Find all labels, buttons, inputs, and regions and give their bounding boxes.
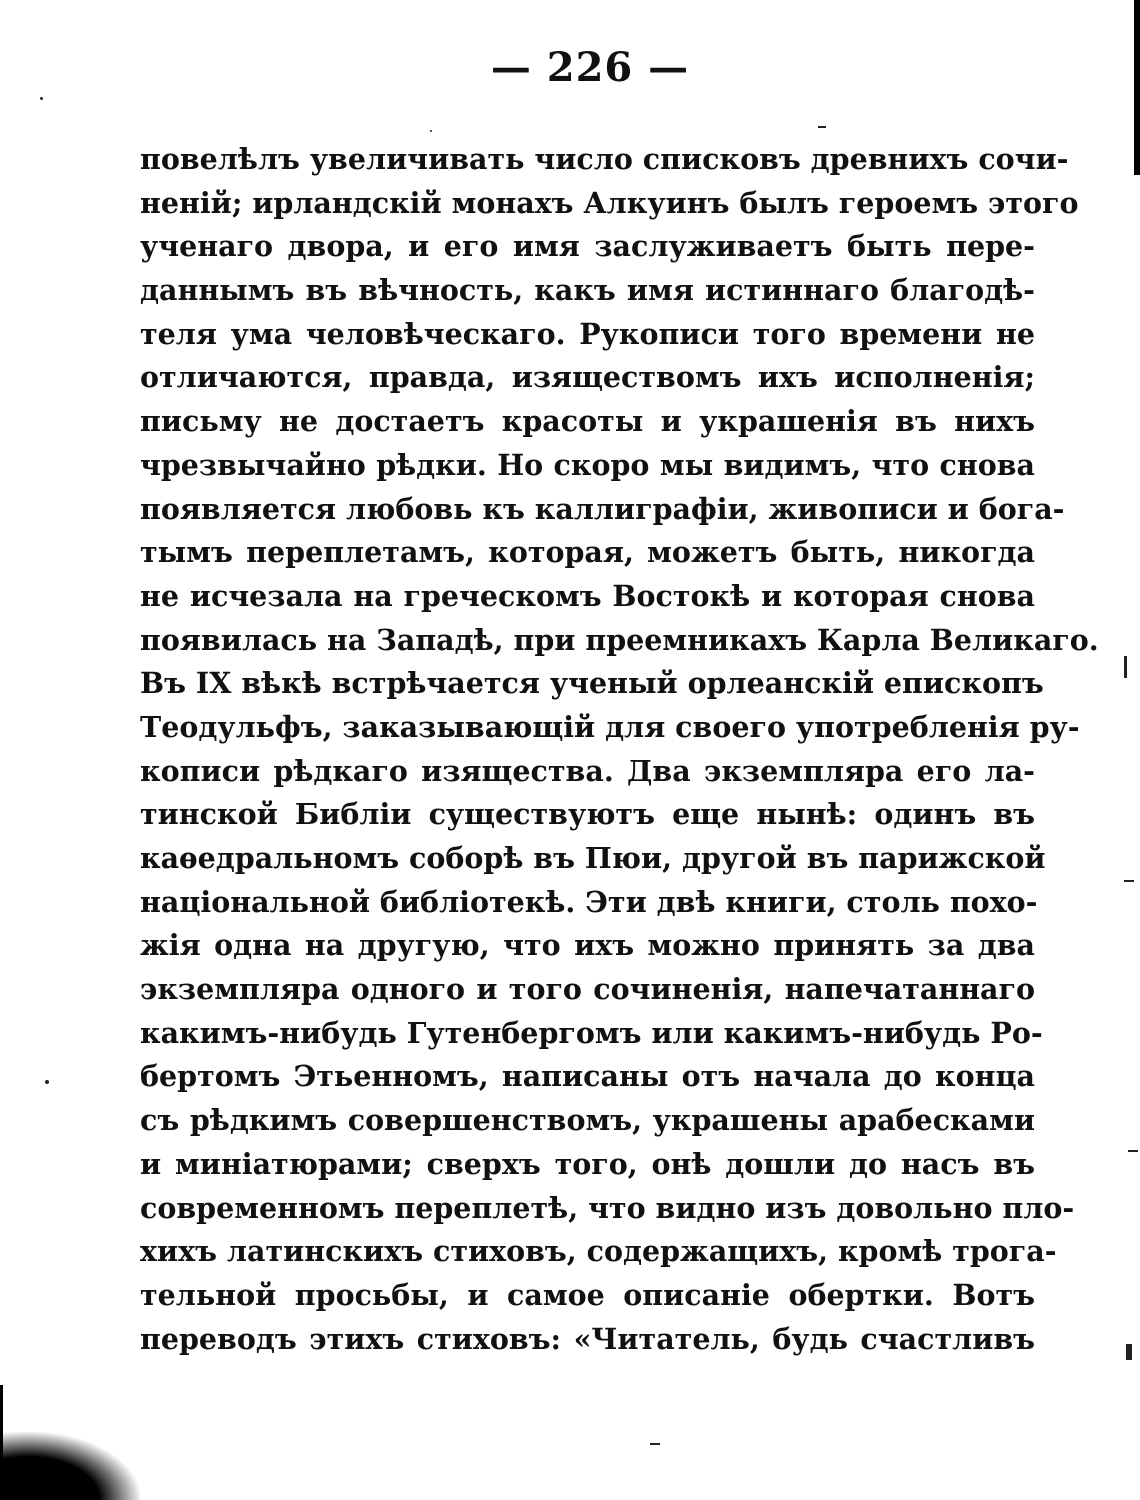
text-line: ученаго двора, и его имя заслуживаетъ быть пере- — [140, 229, 1035, 264]
text-line: даннымъ въ вѣчность, какъ имя истиннаго благодѣ- — [140, 273, 1035, 308]
scan-speck — [818, 126, 826, 128]
text-line: жія одна на другую, что ихъ можно принять за два — [140, 928, 1035, 963]
text-line: бертомъ Этьенномъ, написаны отъ начала до конца — [140, 1059, 1035, 1094]
page-number: — 226 — — [490, 44, 690, 91]
text-line: чрезвычайно рѣдки. Но скоро мы видимъ, что снова — [140, 447, 1035, 482]
text-line: тымъ переплетамъ, которая, можетъ быть, никогда — [140, 535, 1035, 570]
scan-blot — [0, 1432, 140, 1500]
scan-edge-mark — [1134, 0, 1140, 175]
text-line: не исчезала на греческомъ Востокѣ и которая снова — [140, 578, 1035, 613]
text-line: появилась на Западѣ, при преемникахъ Карла Великаго. — [140, 622, 1099, 657]
text-line: тельной просьбы, и самое описаніе обертки. Вотъ — [140, 1277, 1035, 1312]
text-line: національной библіотекѣ. Эти двѣ книги, столь похо- — [140, 884, 1038, 919]
scan-speck — [650, 1443, 660, 1445]
scan-speck — [1124, 656, 1127, 678]
body-text — [140, 138, 1099, 1361]
text-line: хихъ латинскихъ стиховъ, содержащихъ, кромѣ трога- — [140, 1234, 1057, 1269]
text-line: теля ума человѣческаго. Рукописи того времени не — [140, 316, 1035, 351]
scan-speck — [40, 97, 43, 100]
text-line: отличаются, правда, изяществомъ ихъ исполненія; — [140, 360, 1035, 395]
text-line: появляется любовь къ каллиграфіи, живописи и бога- — [140, 491, 1065, 526]
text-line: Въ IX вѣкѣ встрѣчается ученый орлеанскій епископъ — [140, 666, 1044, 701]
text-line: каѳедральномъ соборѣ въ Пюи, другой въ парижской — [140, 841, 1046, 875]
scan-speck — [1124, 880, 1134, 882]
scan-speck — [1128, 1150, 1138, 1152]
text-line: повелѣлъ увеличивать число списковъ древнихъ сочи- — [140, 142, 1069, 176]
text-line: какимъ-нибудь Гутенбергомъ или какимъ-нибудь Ро- — [140, 1015, 1043, 1050]
text-line: тинской Библіи существуютъ еще нынѣ: одинъ въ — [140, 797, 1035, 832]
text-line: неній; ирландскій монахъ Алкуинъ былъ героемъ этого — [140, 185, 1079, 220]
text-line: современномъ переплетѣ, что видно изъ довольно пло- — [140, 1190, 1075, 1225]
text-line: экземпляра одного и того сочиненія, напечатаннаго — [140, 972, 1035, 1007]
text-line: съ рѣдкимъ совершенствомъ, украшены арабесками — [140, 1103, 1035, 1138]
scan-speck — [45, 1080, 49, 1084]
text-line: письму не достаетъ красоты и украшенія въ нихъ — [140, 404, 1035, 439]
scan-speck — [1126, 1344, 1132, 1360]
text-line: переводъ этихъ стиховъ: «Читатель, будь счастливъ — [140, 1321, 1035, 1356]
text-line: кописи рѣдкаго изящества. Два экземпляра его ла- — [140, 753, 1035, 788]
scan-speck — [430, 130, 432, 132]
text-line: и миніатюрами; сверхъ того, онѣ дошли до насъ въ — [140, 1146, 1035, 1181]
text-line: Теодульфъ, заказывающій для своего употребленія ру- — [140, 709, 1080, 744]
